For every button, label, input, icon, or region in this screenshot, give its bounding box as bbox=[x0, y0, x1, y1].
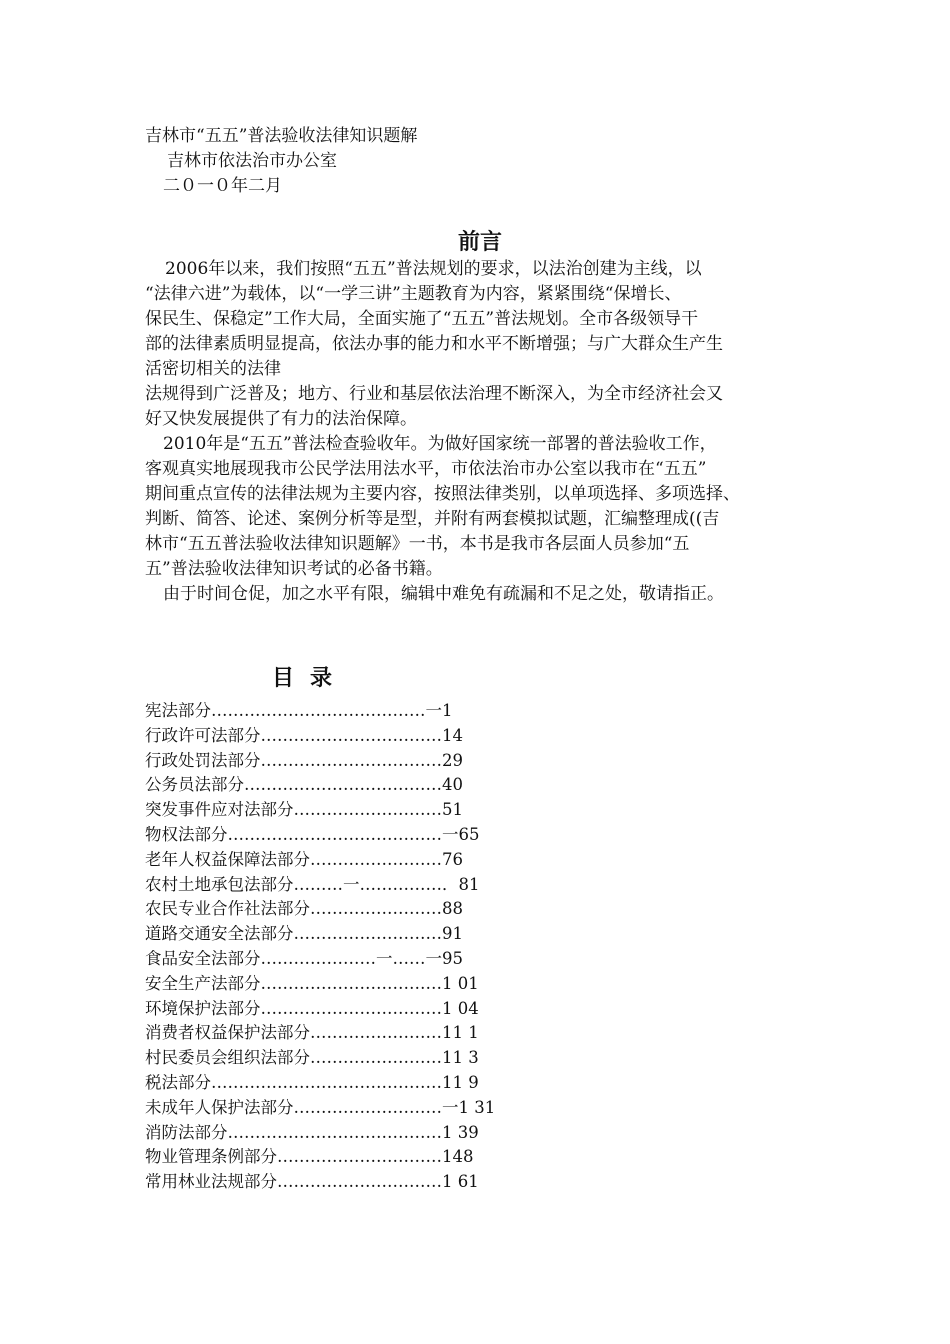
document-title: 吉林市“五五”普法验收法律知识题解 bbox=[145, 126, 418, 146]
preface-line: 部的法律素质明显提高，依法办事的能力和水平不断增强；与广大群众生产生 bbox=[145, 334, 723, 354]
preface-line: 好又快发展提供了有力的法治保障。 bbox=[145, 409, 417, 429]
preface-line: 2010年是“五五”普法检查验收年。为做好国家统一部署的普法验收工作， bbox=[163, 434, 717, 454]
toc-entry: 安全生产法部分……………………………1 01 bbox=[145, 973, 479, 993]
preface-line: 判断、简答、论述、案例分析等是型，并附有两套模拟试题，汇编整理成((吉 bbox=[145, 509, 720, 529]
publish-date: 二０一０年二月 bbox=[163, 176, 282, 196]
toc-entry: 道路交通安全法部分………………………91 bbox=[145, 924, 463, 944]
preface-line: 活密切相关的法律 bbox=[145, 359, 281, 379]
preface-line: 五”普法验收法律知识考试的必备书籍。 bbox=[145, 559, 443, 579]
toc-entry: 环境保护法部分……………………………1 04 bbox=[145, 998, 479, 1018]
preface-line: 林市“五五普法验收法律知识题解》一书，本书是我市各层面人员参加“五 bbox=[145, 534, 690, 554]
toc-entry: 未成年人保护法部分………………………一1 31 bbox=[145, 1097, 496, 1117]
preface-line: 2006年以来，我们按照“五五”普法规划的要求，以法治创建为主线，以 bbox=[165, 259, 702, 279]
toc-entry: 公务员法部分………………………………40 bbox=[145, 775, 463, 795]
preface-line: 由于时间仓促，加之水平有限，编辑中难免有疏漏和不足之处，敬请指正。 bbox=[163, 584, 724, 604]
toc-entry: 消防法部分…………………………………1 39 bbox=[145, 1122, 479, 1142]
preface-title: 前言 bbox=[457, 229, 502, 255]
publisher: 吉林市依法治市办公室 bbox=[167, 151, 337, 171]
toc-entry: 物业管理条例部分…………………………148 bbox=[145, 1147, 474, 1167]
toc-entry: 行政处罚法部分……………………………29 bbox=[145, 750, 463, 770]
toc-entry: 宪法部分…………………………………一1 bbox=[145, 701, 453, 720]
toc-entry: 突发事件应对法部分………………………51 bbox=[145, 800, 463, 820]
toc-entry: 老年人权益保障法部分……………………76 bbox=[145, 849, 463, 869]
toc-entry: 行政许可法部分……………………………14 bbox=[145, 725, 463, 745]
toc-entry: 农村土地承包法部分………一……………．81 bbox=[145, 874, 480, 894]
toc-entry: 农民专业合作社法部分……………………88 bbox=[145, 899, 463, 919]
toc-entry: 税法部分……………………………………11 9 bbox=[145, 1072, 479, 1092]
table-of-contents bbox=[145, 699, 815, 1195]
toc-entry: 村民委员会组织法部分……………………11 3 bbox=[145, 1048, 479, 1068]
toc-entry: 食品安全法部分…………………一……一95 bbox=[145, 948, 463, 968]
preface-line: 法规得到广泛普及；地方、行业和基层依法治理不断深入，为全市经济社会又 bbox=[145, 384, 723, 404]
preface-line: “法律六进”为载体，以“一学三讲”主题教育为内容，紧紧围绕“保增长、 bbox=[145, 284, 682, 304]
preface-body bbox=[145, 257, 815, 607]
preface-line: 保民生、保稳定”工作大局，全面实施了“五五”普法规划。全市各级领导干 bbox=[145, 309, 699, 329]
toc-entry: 常用林业法规部分…………………………1 61 bbox=[145, 1172, 479, 1192]
toc-entry: 物权法部分…………………………………一65 bbox=[145, 824, 480, 844]
toc-entry: 消费者权益保护法部分……………………11 1 bbox=[145, 1023, 479, 1043]
preface-line: 客观真实地展现我市公民学法用法水平，市依法治市办公室以我市在“五五” bbox=[145, 459, 707, 479]
toc-title: 目录 bbox=[271, 665, 348, 691]
document-page bbox=[145, 124, 815, 1195]
preface-line: 期间重点宣传的法律法规为主要内容，按照法律类别，以单项选择、多项选择、 bbox=[145, 484, 740, 504]
